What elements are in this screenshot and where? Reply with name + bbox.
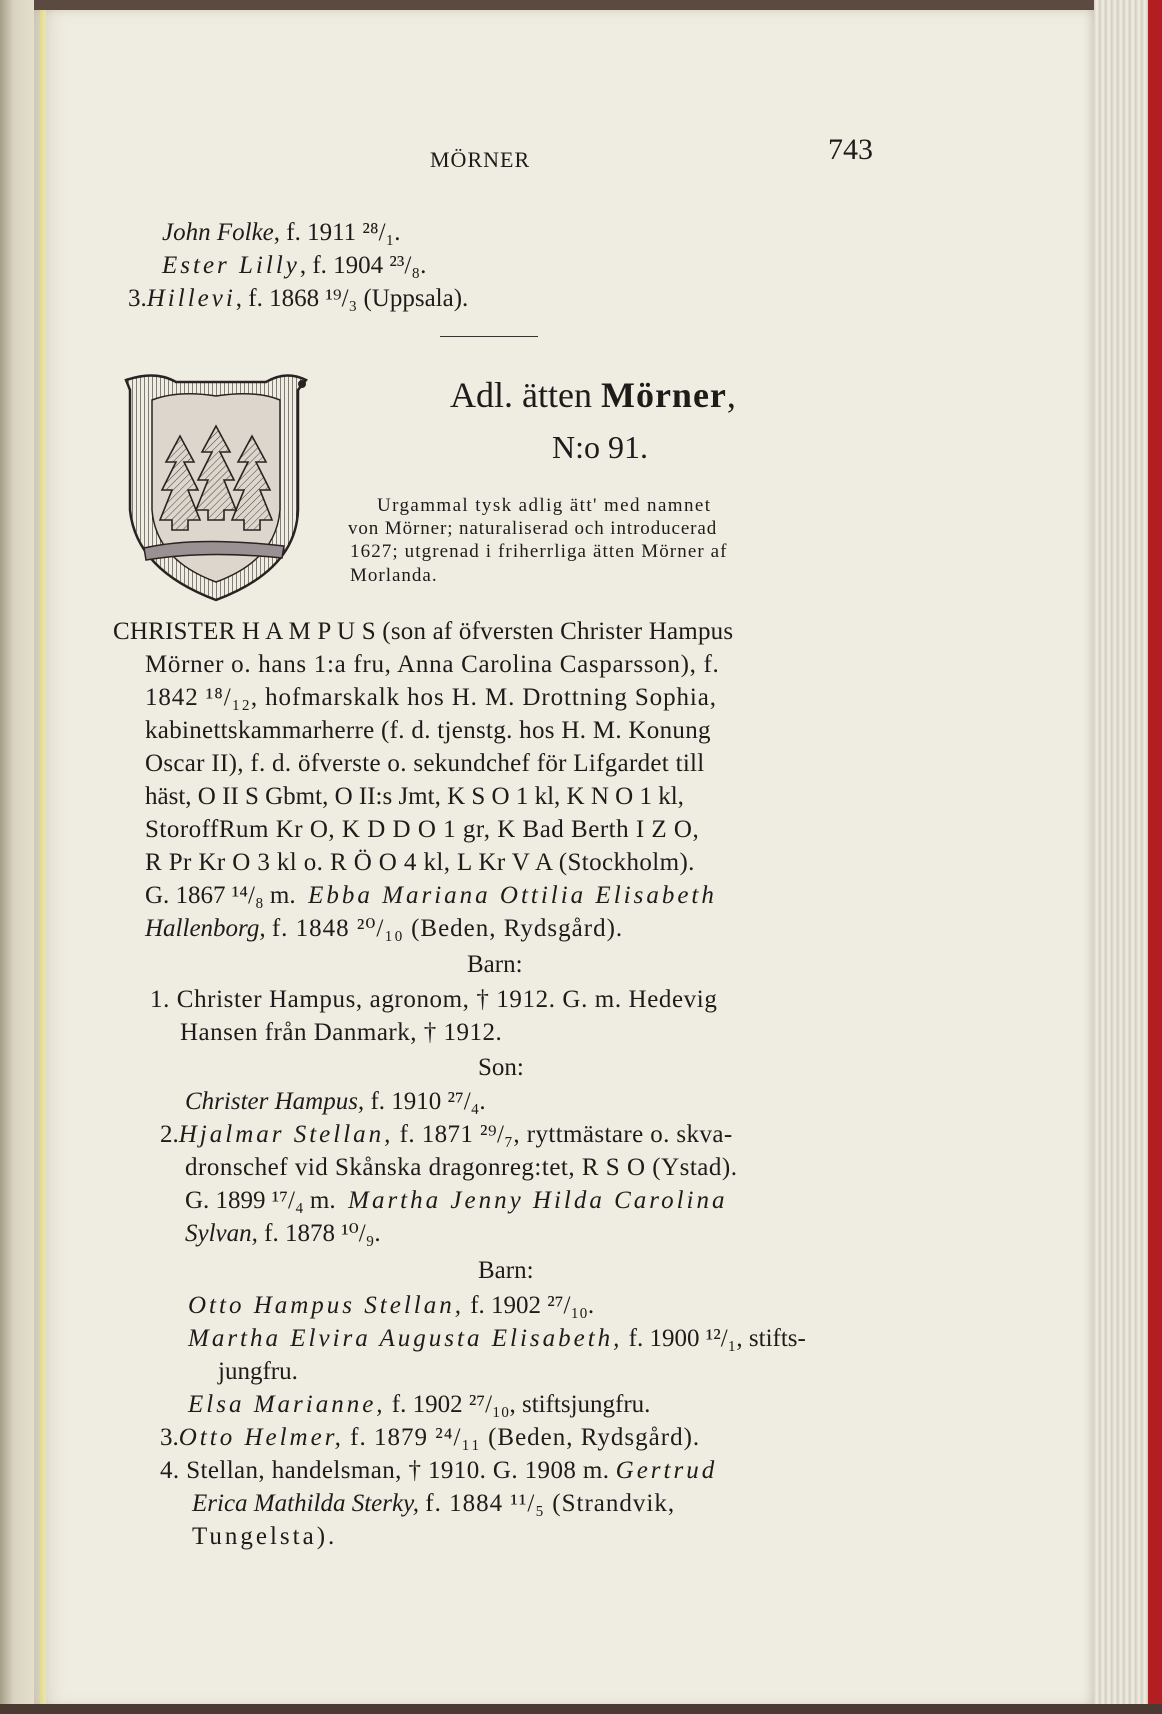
body-line: kabinettskammarherre (f. d. tjenstg. hos H. M. Konung: [145, 717, 711, 744]
book-binding: [0, 0, 34, 1714]
child-entry: 3.Otto Helmer, f. 1879 ²⁴/₁₁ (Beden, Rydsgård).: [160, 1424, 701, 1451]
grandchild-entry: jungfru.: [218, 1358, 298, 1385]
body-line: StoroffRum Kr O, K D D O 1 gr, K Bad Berth I Z O,: [145, 816, 700, 843]
section-heading: Barn:: [467, 951, 523, 978]
child-entry: 1. Christer Hampus, agronom, † 1912. G. m. Hedevig: [150, 986, 718, 1013]
body-line: 1842 ¹⁸/₁₂, hofmarskalk hos H. M. Drottning Sophia,: [145, 684, 717, 711]
intro-line: von Mörner; naturaliserad och introducerad: [348, 518, 718, 539]
child-entry: dronschef vid Skånska dragonreg:tet, R S O (Ystad).: [185, 1154, 738, 1181]
child-entry: G. 1899 ¹⁷/₄ m. Martha Jenny Hilda Carolina: [185, 1187, 728, 1214]
red-edge: [1148, 0, 1162, 1714]
child-entry: Sylvan, f. 1878 ¹⁰/₉.: [185, 1220, 381, 1247]
body-line: häst, O II S Gbmt, O II:s Jmt, K S O 1 kl, K N O 1 kl,: [145, 783, 684, 810]
body-line: Oscar II), f. d. öfverste o. sekundchef för Lifgardet till: [145, 750, 705, 777]
section-heading: Barn:: [478, 1257, 534, 1284]
intro-line: 1627; utgrenad i friherrliga ätten Mörner af: [350, 541, 728, 562]
grandchild-entry: Martha Elvira Augusta Elisabeth, f. 1900 ¹²/₁, stifts-: [188, 1325, 806, 1352]
page-number: 743: [828, 133, 873, 166]
grandchild-entry: Elsa Marianne, f. 1902 ²⁷/₁₀, stiftsjungfru.: [188, 1391, 651, 1418]
section-heading: Son:: [478, 1054, 524, 1081]
coat-of-arms-icon: [116, 370, 312, 604]
family-title: Adl. ätten Mörner,: [450, 375, 736, 415]
bottom-edge: [0, 1704, 1162, 1714]
body-line: Hallenborg, f. 1848 ²⁰/₁₀ (Beden, Rydsgård).: [145, 915, 624, 942]
entry-line: 3.Hillevi, f. 1868 ¹⁹/₃ (Uppsala).: [128, 285, 469, 312]
body-line: R Pr Kr O 3 kl o. R Ö O 4 kl, L Kr V A (Stockholm).: [145, 849, 695, 876]
body-line: Mörner o. hans 1:a fru, Anna Carolina Casparsson), f.: [145, 651, 720, 678]
child-entry: 4. Stellan, handelsman, † 1910. G. 1908 m. Gertrud: [160, 1457, 718, 1484]
entry-line: Ester Lilly, f. 1904 ²³/₈.: [162, 252, 427, 279]
intro-line: Urgammal tysk adlig ätt' med namnet: [377, 495, 712, 516]
running-header: MÖRNER: [430, 147, 531, 172]
gutter-highlight: [40, 10, 46, 1706]
body-line: CHRISTER H A M P U S (son af öfversten Christer Hampus: [113, 618, 734, 645]
body-line: G. 1867 ¹⁴/₈ m. Ebba Mariana Ottilia Elisabeth: [145, 882, 717, 909]
child-entry: Hansen från Danmark, † 1912.: [180, 1019, 503, 1046]
grandchild-entry: Christer Hampus, f. 1910 ²⁷/₄.: [185, 1088, 486, 1115]
grandchild-entry: Otto Hampus Stellan, f. 1902 ²⁷/₁₀.: [188, 1292, 595, 1319]
child-entry: 2.Hjalmar Stellan, f. 1871 ²⁹/₇, ryttmästare o. skva-: [160, 1121, 733, 1148]
entry-line: John Folke, f. 1911 ²⁸/₁.: [162, 219, 401, 246]
child-entry: Erica Mathilda Sterky, f. 1884 ¹¹/₅ (Strandvik,: [192, 1490, 676, 1517]
separator-rule: [440, 336, 538, 337]
family-number: N:o 91.: [552, 429, 648, 465]
intro-line: Morlanda.: [350, 565, 438, 586]
child-entry: Tungelsta).: [192, 1523, 338, 1550]
